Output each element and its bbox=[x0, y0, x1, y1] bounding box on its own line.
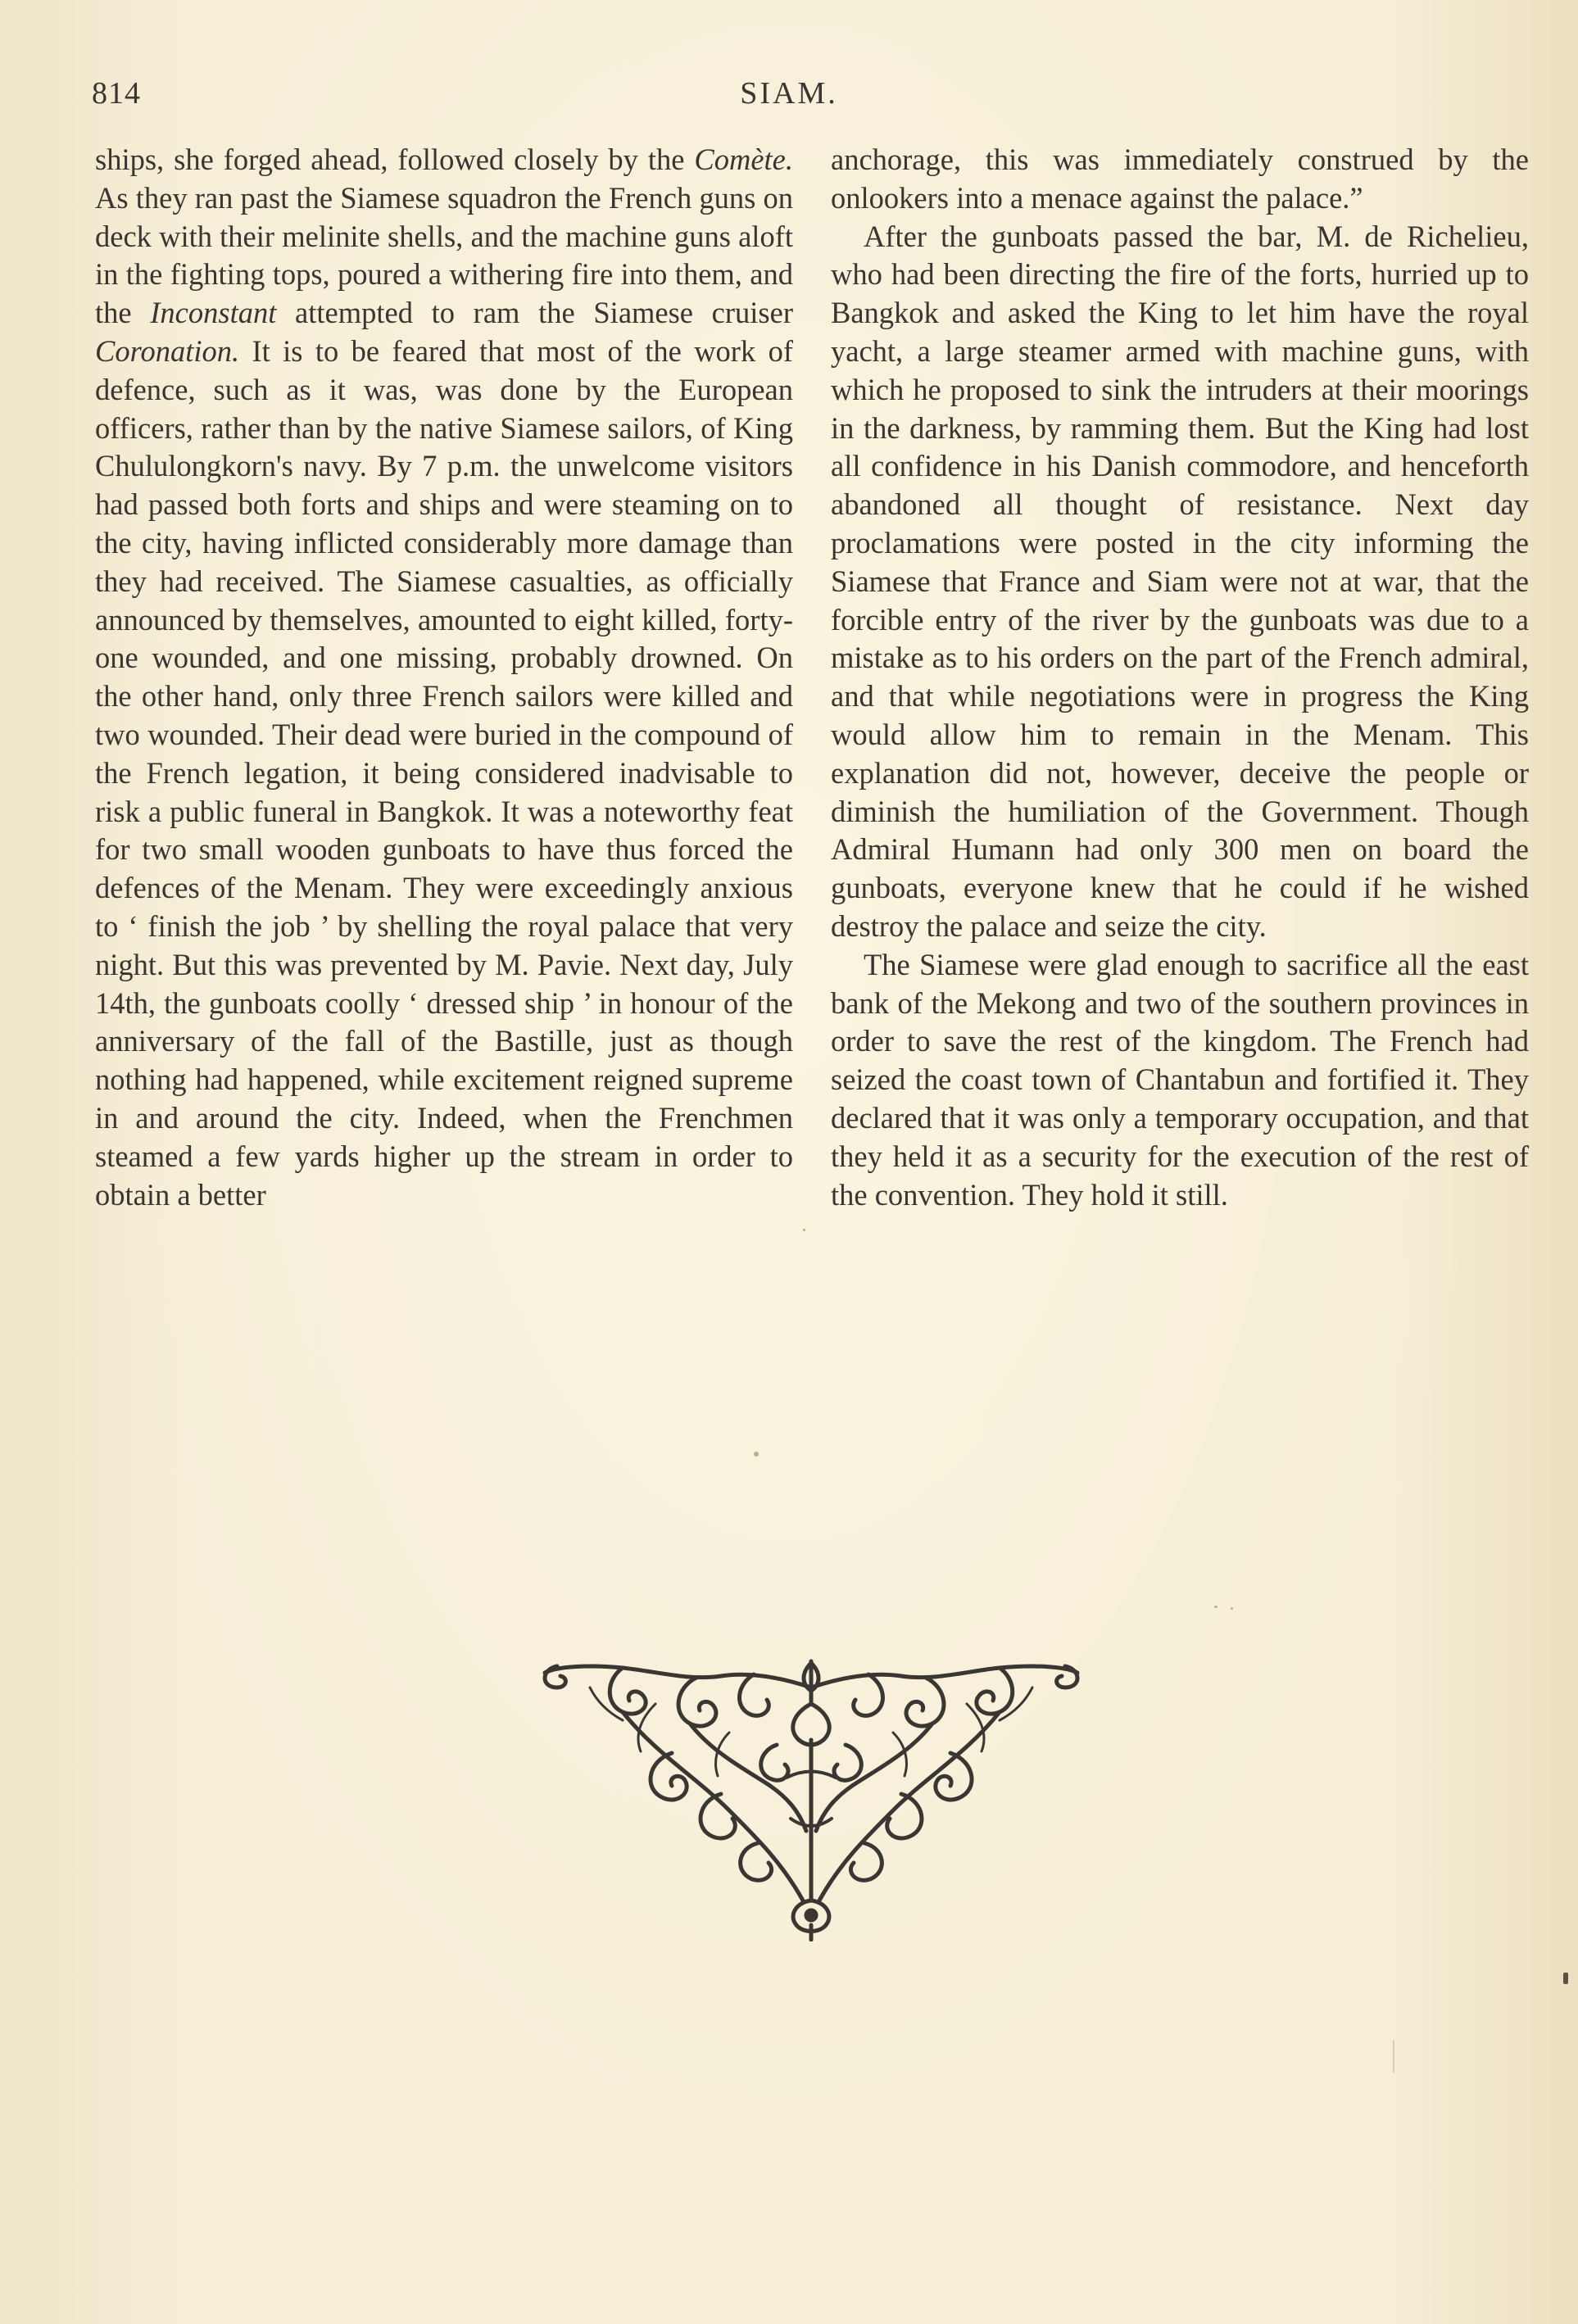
running-title: SIAM. bbox=[740, 76, 838, 111]
right-paragraph-3: The Siamese were glad enough to sacrifice all the east bank of the Mekong and two of the southern provinces in order to save the rest of the kingdom. The French had seized the coast town of Chantabun and fortified it. They declared that it was only a temporary occupation, and that they held it as a security for the execution of the rest of the convention. They hold it still. bbox=[831, 947, 1529, 1212]
ship-name-comete: Comète. bbox=[694, 143, 793, 176]
right-column bbox=[831, 141, 1529, 1214]
page-header bbox=[0, 75, 1578, 125]
text-run: It is to be feared that most of the work of defence, such as it was, was done by the European officers, rather than by the native Siamese sailors, of King Chululongkorn's navy. By 7 p.m. the unwelcome visitors had passed both forts and ships and were steaming on to the city, having inflicted considerably more damage than they had received. The Siamese casualties, as officially announced by themselves, amounted to eight killed, forty-one wounded, and one missing, probably drowned. On the other hand, only three French sailors were killed and two wounded. Their dead were buried in the compound of the French legation, it being considered inadvisable to risk a public funeral in Bangkok. It was a noteworthy feat for two small wooden gunboats to have thus forced the defences of the Menam. They were exceedingly anxious to ‘ finish the job ’ by shelling the royal palace that very night. But this was prevented by M. Pavie. Next day, July 14th, the gunboats coolly ‘ dressed ship ’ in honour of the anniversary of the fall of the Bastille, just as though nothing had happened, while excitement reigned supreme in and around the city. Indeed, when the Frenchmen steamed a few yards higher up the stream in order to obtain a better bbox=[95, 333, 793, 1212]
right-paragraph-1: anchorage, this was immediately construed by the onlookers into a menace against the palace.” bbox=[831, 143, 1529, 215]
left-paragraph bbox=[95, 141, 793, 1214]
ship-name-inconstant: Inconstant bbox=[150, 296, 277, 330]
left-column bbox=[95, 141, 793, 1214]
text-run: attempted to ram the Siamese cruiser bbox=[276, 296, 793, 330]
text-run: ships, she forged ahead, followed closely by the bbox=[95, 143, 695, 176]
page-number: 814 bbox=[92, 76, 141, 111]
ship-name-coronation: Coronation. bbox=[95, 333, 240, 368]
floral-scroll-tailpiece-icon bbox=[541, 1655, 1081, 1941]
text-run: As they ran past the Siamese squadron the French guns on deck with their melinite shells, and the machine guns aloft in the fighting tops, poured a withering fire into them, and the bbox=[95, 180, 793, 330]
right-paragraph-2: After the gunboats passed the bar, M. de Richelieu, who had been directing the fire of the forts, hurried up to Bangkok and asked the King to let him have the royal yacht, a large steamer armed with machine guns, with which he proposed to sink the intruders at their moorings in the darkness, by ramming them. But the King had lost all confidence in his Danish commodore, and henceforth abandoned all thought of resistance. Next day proclamations were posted in the city informing the Siamese that France and Siam were not at war, that the forcible entry of the river by the gunboats was due to a mistake as to his orders on the part of the French admiral, and that while negotiations were in progress the King would allow him to remain in the Menam. This explanation did not, however, deceive the people or diminish the humiliation of the Government. Though Admiral Humann had only 300 men on board the gunboats, everyone knew that he could if he wished destroy the palace and seize the city. bbox=[831, 219, 1529, 943]
